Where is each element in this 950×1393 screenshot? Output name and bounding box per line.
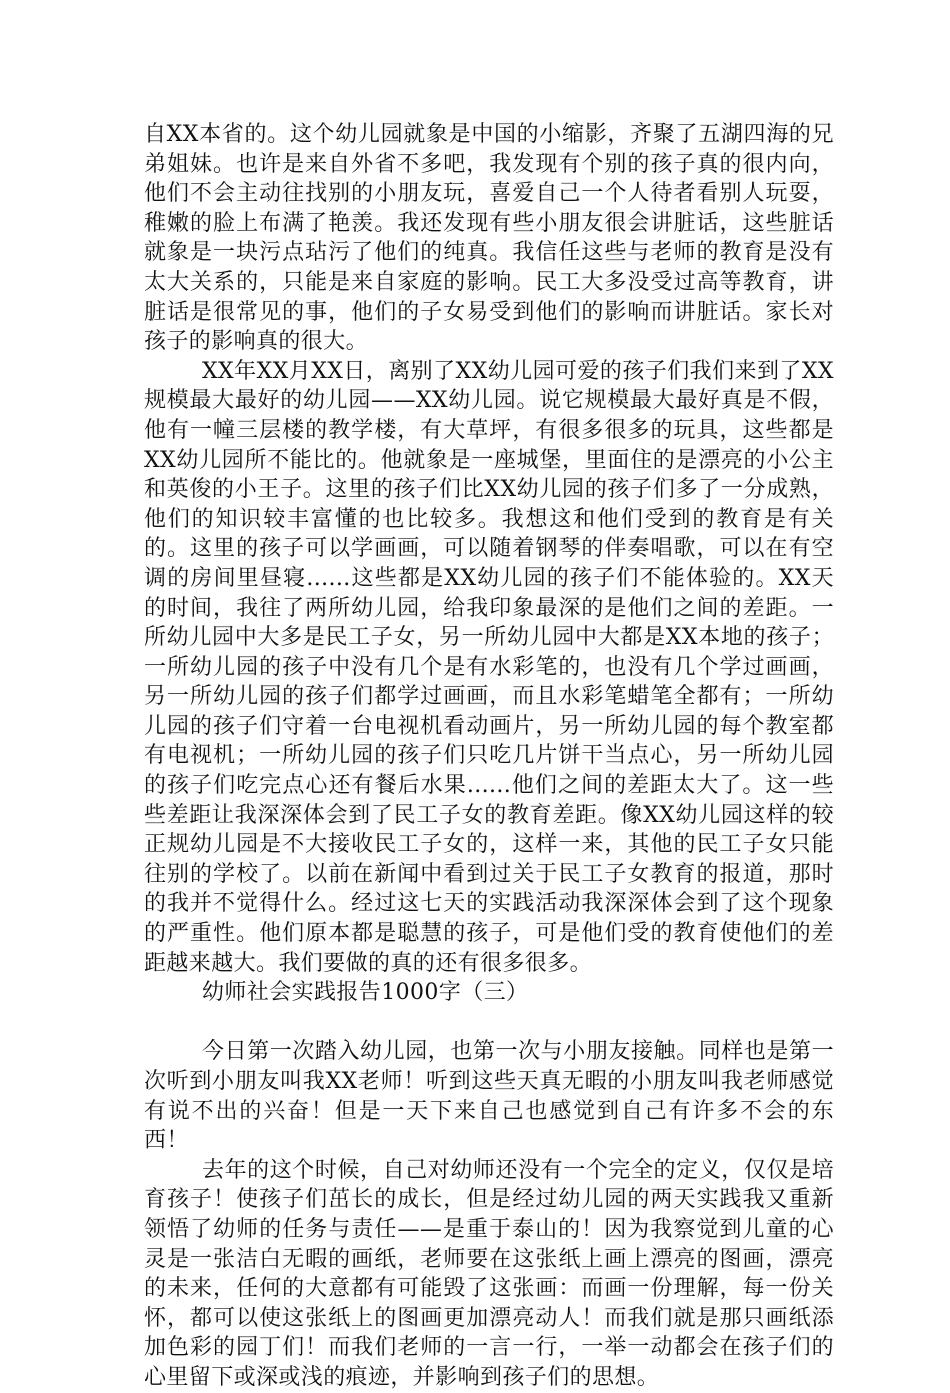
- paragraph-kindergarten-comparison: XX年XX月XX日，离别了XX幼儿园可爱的孩子们我们来到了XX规模最大最好的幼儿园——XX幼儿园。说它规模最大最好真是不假，他有一幢三层楼的教学楼，有大草坪，有很多很多的玩具，这些都是XX幼儿园所不能比的。他就象是一座城堡，里面住的是漂亮的小公主和英俊的小王子。这里的孩子们比XX幼儿园的孩子们多了一分成熟，他们的知识较丰富懂的也比较多。我想这和他们受到的教育是有关的。这里的孩子可以学画画，可以随着钢琴的伴奏唱歌，可以在有空调的房间里昼寝......这些都是XX幼儿园的孩子们不能体验的。XX天的时间，我往了两所幼儿园，给我印象最深的是他们之间的差距。一所幼儿园中大多是民工子女，另一所幼儿园中大都是XX本地的孩子；一所幼儿园的孩子中没有几个是有水彩笔的，也没有几个学过画画，另一所幼儿园的孩子们都学过画画，而且水彩笔蜡笔全都有；一所幼儿园的孩子们守着一台电视机看动画片，另一所幼儿园的每个教室都有电视机；一所幼儿园的孩子们只吃几片饼干当点心，另一所幼儿园的孩子们吃完点心还有餐后水果......他们之间的差距太大了。这一些些差距让我深深体会到了民工子女的教育差距。像XX幼儿园这样的较正规幼儿园是不大接收民工子女的，这样一来，其他的民工子女只能往别的学校了。以前在新闻中看到过关于民工子女教育的报道，那时的我并不觉得什么。经过这七天的实践活动我深深体会到了这个现象的严重性。他们原本都是聪慧的孩子，可是他们受的教育使他们的差距越来越大。我们要做的真的还有很多很多。: [144, 358, 834, 976]
- paragraph-teacher-responsibility: 去年的这个时候，自己对幼师还没有一个完全的定义，仅仅是培育孩子！使孩子们茁长的成长，但是经过幼儿园的两天实践我又重新领悟了幼师的任务与责任——是重于泰山的！因为我察觉到儿童的心灵是一张洁白无暇的画纸，老师要在这张纸上画上漂亮的图画，漂亮的未来，任何的大意都有可能毁了这张画：而画一份理解，每一份关怀，都可以使这张纸上的图画更加漂亮动人！而我们就是那只画纸添加色彩的园丁们！而我们老师的一言一行，一举一动都会在孩子们的心里留下或深或浅的痕迹，并影响到孩子们的思想。: [144, 1157, 834, 1390]
- document-body: [144, 120, 834, 1393]
- blank-line: [144, 1008, 834, 1038]
- paragraph-first-day: 今日第一次踏入幼儿园，也第一次与小朋友接触。同样也是第一次听到小朋友叫我XX老师！听到这些天真无暇的小朋友叫我老师感觉有说不出的兴奋！但是一天下来自己也感觉到自己有许多不会的东西！: [144, 1039, 834, 1154]
- section-heading: 幼师社会实践报告1000字（三）: [202, 980, 529, 1006]
- paragraph-continued: 自XX本省的。这个幼儿园就象是中国的小缩影，齐聚了五湖四海的兄弟姐妹。也许是来自外省不多吧，我发现有个别的孩子真的很内向，他们不会主动往找别的小朋友玩，喜爱自己一个人待者看别人玩耍，稚嫩的脸上布满了艳羡。我还发现有些小朋友很会讲脏话，这些脏话就象是一块污点玷污了他们的纯真。我信任这些与老师的教育是没有太大关系的，只能是来自家庭的影响。民工大多没受过高等教育，讲脏话是很常见的事，他们的子女易受到他们的影响而讲脏话。家长对孩子的影响真的很大。: [144, 122, 834, 355]
